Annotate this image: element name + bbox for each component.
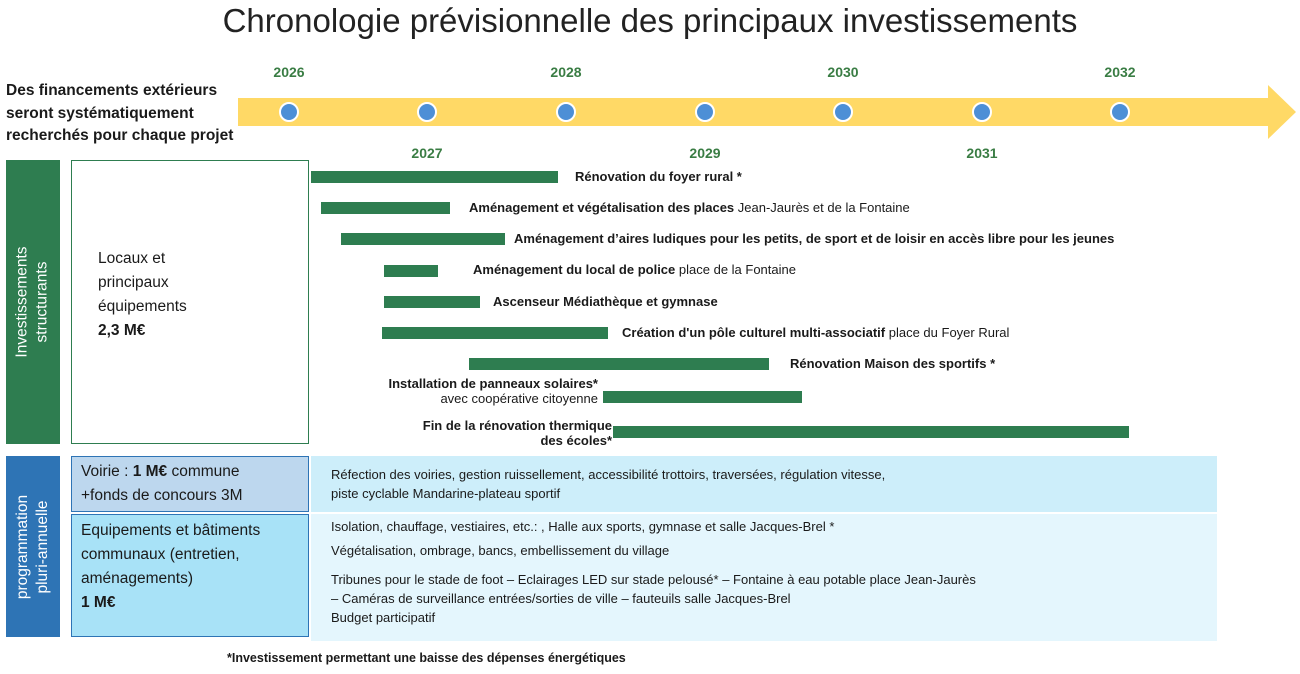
voirie-line: +fonds de concours 3M	[81, 487, 243, 504]
project-label: Aménagement et végétalisation des places Jean-Jaurès et de la Fontaine	[469, 200, 910, 215]
equip-amount: 1 M€	[81, 594, 116, 611]
timeline-dot-2028	[556, 102, 576, 122]
equipements-box	[71, 514, 309, 637]
year-label-2030: 2030	[827, 64, 859, 80]
gantt-bar	[384, 296, 480, 308]
band-label: programmation	[14, 494, 31, 599]
timeline-dot-2026	[279, 102, 299, 122]
year-label-2029: 2029	[689, 145, 721, 161]
equip-line: Equipements et bâtiments	[81, 522, 261, 539]
gantt-bar	[311, 171, 558, 183]
project-label: Ascenseur Médiathèque et gymnase	[493, 294, 718, 309]
timeline-dot-2027	[417, 102, 437, 122]
equip-detail-line: Isolation, chauffage, vestiaires, etc.: , Halle aux sports, gymnase et salle Jacques-Brel *	[331, 519, 835, 534]
gantt-bar	[341, 233, 505, 245]
band-label: structurants	[34, 261, 52, 343]
band-pluriannuelle	[6, 456, 60, 637]
equip-line: aménagements)	[81, 570, 194, 587]
locaux-box	[71, 160, 309, 444]
timeline-dot-2032	[1110, 102, 1130, 122]
locaux-amount: 2,3 M€	[98, 322, 146, 339]
equip-detail-line: Végétalisation, ombrage, bancs, embellissement du village	[331, 543, 670, 558]
gantt-bar	[384, 265, 438, 277]
voirie-detail-line: Réfection des voiries, gestion ruissellement, accessibilité trottoirs, traversées, régulation vitesse,	[331, 467, 886, 482]
gantt-bar	[321, 202, 450, 214]
year-label-2026: 2026	[273, 64, 305, 80]
equipements-detail-row	[311, 514, 1217, 641]
locaux-line: principaux	[98, 274, 169, 291]
gantt-bar	[469, 358, 769, 370]
year-label-2031: 2031	[966, 145, 998, 161]
band-label: pluri-annuelle	[34, 499, 51, 594]
equip-line: communaux (entretien,	[81, 546, 240, 563]
locaux-line: Locaux et	[98, 250, 166, 267]
year-label-2032: 2032	[1104, 64, 1136, 80]
project-label: Création d'un pôle culturel multi-associatif place du Foyer Rural	[622, 325, 1010, 340]
intro-line: recherchés pour chaque projet	[6, 127, 234, 144]
timeline-dot-2030	[833, 102, 853, 122]
band-structurants	[6, 160, 60, 444]
project-label: Rénovation du foyer rural *	[575, 169, 742, 184]
voirie-box	[71, 456, 309, 512]
timeline-dot-2029	[695, 102, 715, 122]
solar-label: Installation de panneaux solaires* avec coopérative citoyenne	[388, 376, 598, 406]
timeline-dot-2031	[972, 102, 992, 122]
locaux-line: équipements	[98, 298, 187, 315]
year-label-2028: 2028	[550, 64, 582, 80]
year-label-2027: 2027	[411, 145, 443, 161]
equip-detail-line: – Caméras de surveillance entrées/sorties de ville – fauteuils salle Jacques-Brel	[331, 591, 791, 606]
project-label: Rénovation Maison des sportifs *	[790, 356, 996, 371]
intro-line: Des financements extérieurs	[6, 82, 218, 99]
gantt-bar	[603, 391, 802, 403]
voirie-detail-line: piste cyclable Mandarine-plateau sportif	[331, 486, 561, 501]
intro-line: seront systématiquement	[6, 104, 194, 122]
gantt-bar	[613, 426, 1129, 438]
footnote: *Investissement permettant une baisse des dépenses énergétiques	[227, 651, 626, 665]
page-title: Chronologie prévisionnelle des principaux investissements	[222, 2, 1078, 39]
voirie-line: Voirie : 1 M€ commune	[81, 463, 240, 480]
project-label: Aménagement d’aires ludiques pour les petits, de sport et de loisir en accès libre pour les jeunes	[514, 231, 1115, 246]
equip-detail-line: Tribunes pour le stade de foot – Eclairages LED sur stade pelousé* – Fontaine à eau potable place Jean-Jaurès	[331, 572, 976, 587]
equip-detail-line: Budget participatif	[331, 610, 436, 625]
voirie-detail-row	[311, 456, 1217, 512]
project-label: Aménagement du local de police place de la Fontaine	[473, 262, 796, 277]
band-label: Investissements	[14, 246, 32, 358]
gantt-bar	[382, 327, 608, 339]
schools-label: Fin de la rénovation thermique des écoles*	[422, 418, 612, 448]
